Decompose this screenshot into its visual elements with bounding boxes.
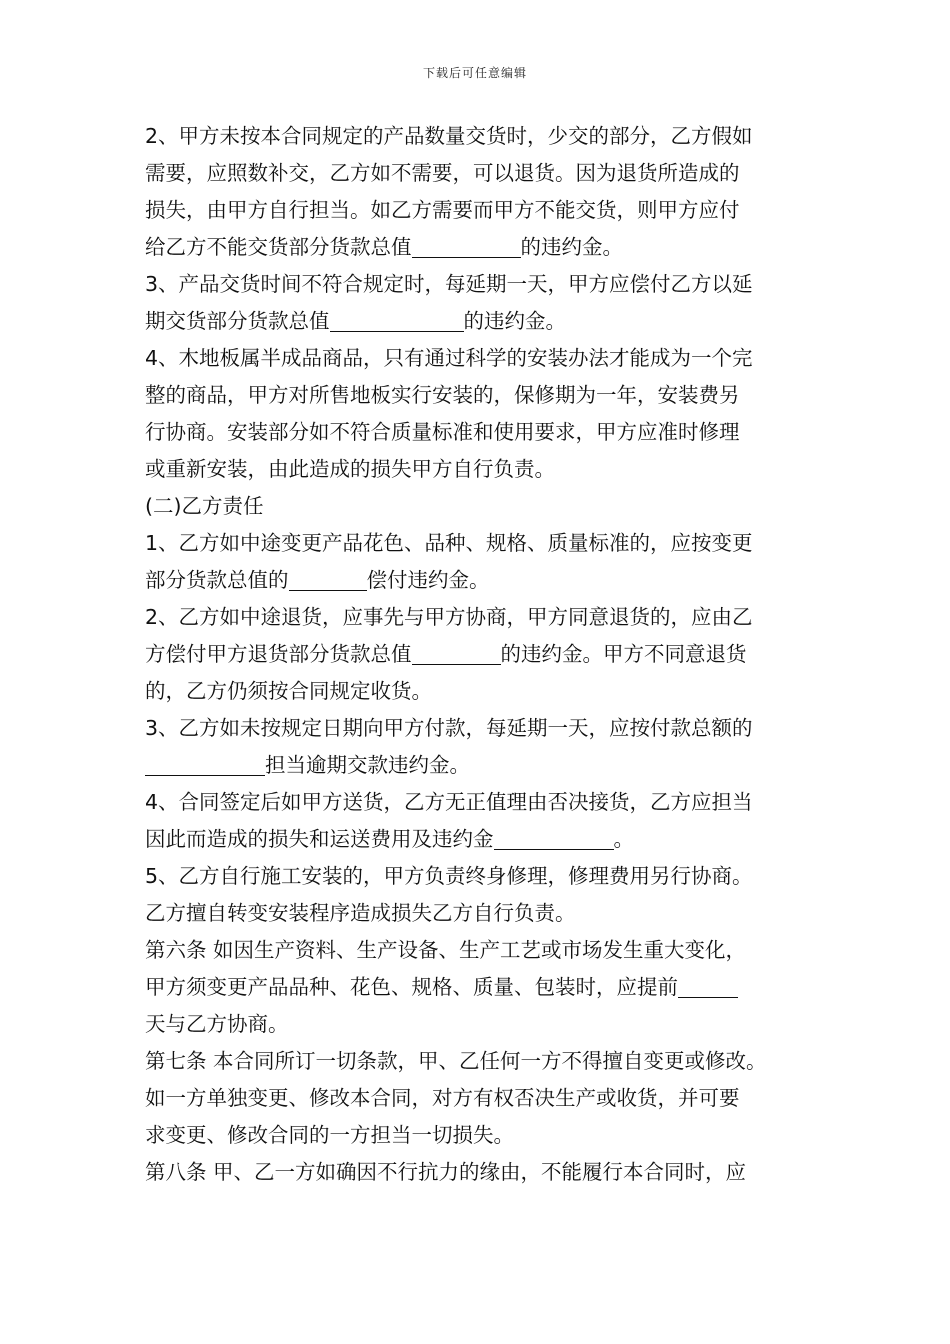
text-line [145, 377, 815, 414]
document-body [145, 118, 815, 1191]
text-line [145, 784, 815, 821]
text-segment: 需要，应照数补交，乙方如不需要，可以退货。因为退货所造成的 [145, 161, 740, 185]
text-line [145, 303, 815, 340]
text-segment: 的违约金。甲方不同意退货 [500, 642, 747, 666]
fill-in-blank [412, 235, 521, 258]
text-line [145, 858, 815, 895]
text-segment: 2、乙方如中途退货，应事先与甲方协商，甲方同意退货的，应由乙 [145, 605, 753, 629]
fill-in-blank [412, 642, 501, 665]
text-segment: 期交货部分货款总值 [145, 309, 330, 333]
text-segment: 方偿付甲方退货部分货款总值 [145, 642, 412, 666]
fill-in-blank [289, 568, 367, 591]
fill-in-blank [145, 753, 265, 776]
text-segment: 4、木地板属半成品商品，只有通过科学的安装办法才能成为一个完 [145, 346, 753, 370]
text-line [145, 414, 815, 451]
text-segment: 第六条 如因生产资料、生产设备、生产工艺或市场发生重大变化， [145, 938, 747, 962]
text-segment: 部分货款总值的 [145, 568, 289, 592]
text-line [145, 155, 815, 192]
text-segment: 因此而造成的损失和运送费用及违约金 [145, 827, 494, 851]
text-line [145, 488, 815, 525]
text-segment: 行协商。安装部分如不符合质量标准和使用要求，甲方应准时修理 [145, 420, 740, 444]
text-line [145, 636, 815, 673]
text-segment: 给乙方不能交货部分货款总值 [145, 235, 412, 259]
text-line [145, 969, 815, 1006]
text-line [145, 673, 815, 710]
text-line [145, 599, 815, 636]
text-segment: 整的商品，甲方对所售地板实行安装的，保修期为一年，安装费另 [145, 383, 740, 407]
text-segment: 或重新安装，由此造成的损失甲方自行负责。 [145, 457, 555, 481]
text-segment: 第八条 甲、乙一方如确因不行抗力的缘由，不能履行本合同时，应 [145, 1160, 747, 1184]
text-line [145, 266, 815, 303]
text-segment: 的，乙方仍须按合同规定收货。 [145, 679, 432, 703]
text-line [145, 932, 815, 969]
text-line [145, 1080, 815, 1117]
text-segment: 的违约金。 [520, 235, 623, 259]
text-segment: 4、合同签定后如甲方送货，乙方无正值理由否决接货，乙方应担当 [145, 790, 753, 814]
text-line [145, 895, 815, 932]
text-segment: 第七条 本合同所订一切条款，甲、乙任何一方不得擅自变更或修改。 [145, 1049, 767, 1073]
text-line [145, 340, 815, 377]
fill-in-blank [330, 309, 464, 332]
text-line [145, 821, 815, 858]
text-line [145, 525, 815, 562]
text-segment: 甲方须变更产品品种、花色、规格、质量、包装时，应提前 [145, 975, 678, 999]
text-segment: (二)乙方责任 [145, 494, 264, 518]
text-segment: 天与乙方协商。 [145, 1012, 289, 1036]
fill-in-blank [678, 975, 738, 998]
text-line [145, 747, 815, 784]
text-segment: 求变更、修改合同的一方担当一切损失。 [145, 1123, 514, 1147]
text-segment: 偿付违约金。 [366, 568, 490, 592]
text-segment: 3、产品交货时间不符合规定时，每延期一天，甲方应偿付乙方以延 [145, 272, 753, 296]
text-line [145, 192, 815, 229]
text-line [145, 1043, 815, 1080]
text-line [145, 562, 815, 599]
text-segment: 2、甲方未按本合同规定的产品数量交货时，少交的部分，乙方假如 [145, 124, 753, 148]
text-segment: 乙方擅自转变安装程序造成损失乙方自行负责。 [145, 901, 576, 925]
text-segment: 损失，由甲方自行担当。如乙方需要而甲方不能交货，则甲方应付 [145, 198, 740, 222]
text-segment: 5、乙方自行施工安装的，甲方负责终身修理，修理费用另行协商。 [145, 864, 753, 888]
text-line [145, 1154, 815, 1191]
text-line [145, 451, 815, 488]
text-line [145, 710, 815, 747]
text-line [145, 229, 815, 266]
text-line [145, 118, 815, 155]
text-segment: 的违约金。 [463, 309, 566, 333]
text-segment: 。 [613, 827, 634, 851]
text-line [145, 1117, 815, 1154]
page-header: 下载后可任意编辑 [422, 66, 527, 80]
text-segment: 如一方单独变更、修改本合同，对方有权否决生产或收货，并可要 [145, 1086, 740, 1110]
text-segment: 1、乙方如中途变更产品花色、品种、规格、质量标准的，应按变更 [145, 531, 753, 555]
text-line [145, 1006, 815, 1043]
fill-in-blank [494, 827, 614, 850]
text-segment: 3、乙方如未按规定日期向甲方付款，每延期一天，应按付款总额的 [145, 716, 753, 740]
text-segment: 担当逾期交款违约金。 [265, 753, 470, 777]
